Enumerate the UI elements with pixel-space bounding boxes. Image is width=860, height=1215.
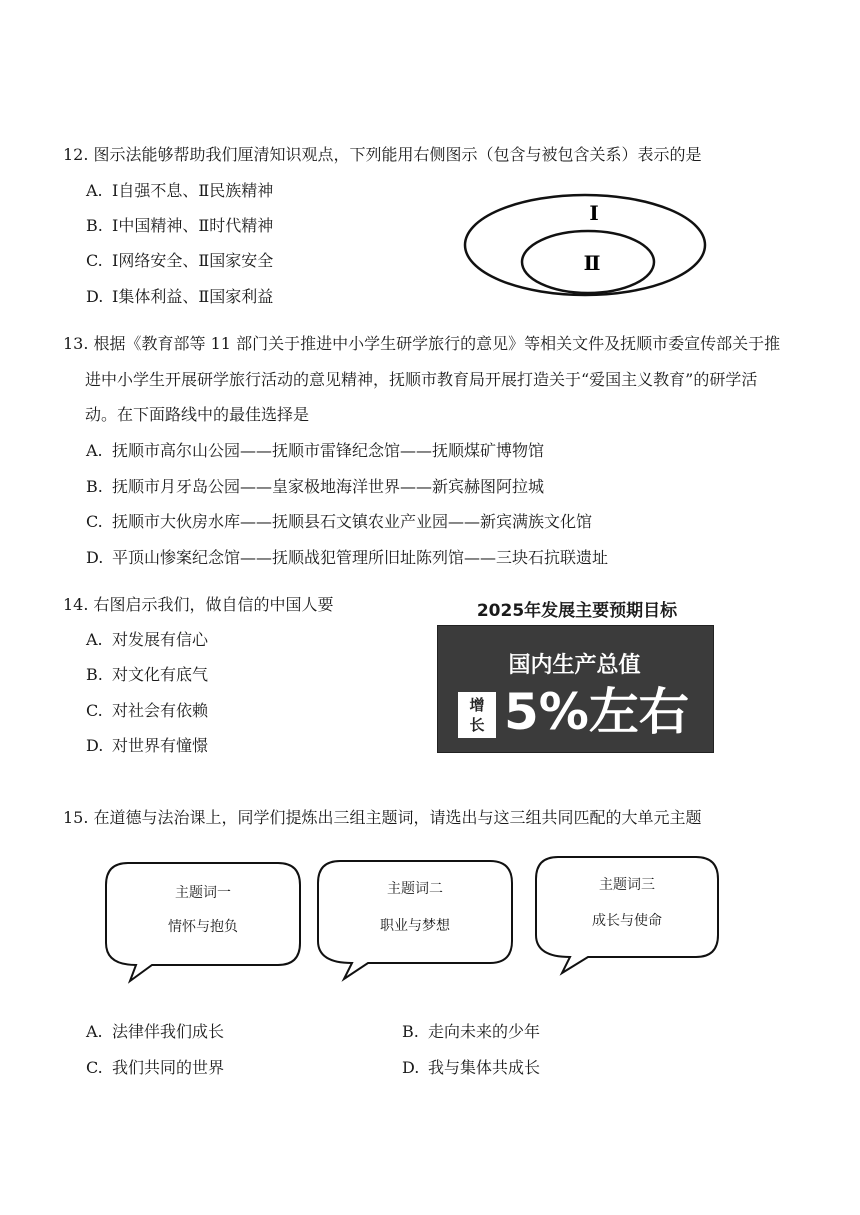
option-label: B.: [86, 216, 103, 235]
option-text: Ⅰ集体利益、Ⅱ国家利益: [112, 287, 274, 306]
option-label: B.: [402, 1022, 419, 1041]
bubble-2-text: 职业与梦想: [380, 918, 450, 934]
q12-option-c[interactable]: [86, 248, 273, 271]
q12-option-a[interactable]: [86, 178, 273, 201]
option-label: A.: [86, 1022, 103, 1041]
q14-option-b[interactable]: [86, 662, 208, 685]
q13-option-c[interactable]: [86, 509, 592, 532]
option-label: A.: [86, 441, 103, 460]
option-label: B.: [86, 477, 103, 496]
q13-option-a[interactable]: [86, 438, 544, 461]
option-text: 对世界有憧憬: [112, 736, 209, 755]
poster-gdp-label: 国内生产总值: [508, 653, 641, 678]
q15-option-c[interactable]: [86, 1055, 224, 1078]
option-text: 我与集体共成长: [428, 1058, 541, 1077]
option-text: 走向未来的少年: [428, 1022, 541, 1041]
q15-option-b[interactable]: [402, 1019, 540, 1042]
option-text: 对发展有信心: [112, 630, 209, 649]
option-label: A.: [86, 181, 103, 200]
q13-option-b[interactable]: [86, 474, 544, 497]
q14-option-c[interactable]: [86, 698, 208, 721]
option-text: Ⅰ自强不息、Ⅱ民族精神: [112, 181, 274, 200]
option-text: 平顶山惨案纪念馆——抚顺战犯管理所旧址陈列馆——三块石抗联遗址: [112, 548, 609, 567]
option-text: 抚顺市大伙房水库——抚顺县石文镇农业产业园——新宾满族文化馆: [112, 512, 593, 531]
question-15-stem: 15. 在道德与法治课上，同学们提炼出三组主题词，请选出与这三组共同匹配的大单元主题: [63, 808, 702, 827]
option-label: C.: [86, 701, 103, 720]
option-label: D.: [86, 736, 104, 755]
option-text: 我们共同的世界: [112, 1058, 225, 1077]
outer-label: Ⅰ: [589, 201, 599, 225]
bubble-1-title: 主题词一: [175, 885, 231, 901]
option-label: D.: [86, 548, 104, 567]
bubble-1-text: 情怀与抱负: [168, 919, 238, 935]
poster-growth-value: 5%左右: [504, 683, 689, 741]
q12-option-d[interactable]: [86, 284, 273, 307]
option-label: B.: [86, 665, 103, 684]
question-14-stem: 14. 右图启示我们，做自信的中国人要: [63, 595, 334, 614]
option-label: C.: [86, 251, 103, 270]
q14-option-a[interactable]: [86, 627, 208, 650]
q15-option-d[interactable]: [402, 1055, 540, 1078]
bubble-2-title: 主题词二: [387, 881, 443, 897]
option-label: D.: [86, 287, 104, 306]
bubble-3-text: 成长与使命: [592, 913, 662, 929]
option-label: C.: [86, 512, 103, 531]
question-13-stem-line-3: 动。在下面路线中的最佳选择是: [85, 405, 310, 424]
option-text: 抚顺市月牙岛公园——皇家极地海洋世界——新宾赫图阿拉城: [112, 477, 545, 496]
question-13-stem-line-2: 进中小学生开展研学旅行活动的意见精神，抚顺市教育局开展打造关于“爱国主义教育”的研学活: [85, 370, 758, 389]
option-label: A.: [86, 630, 103, 649]
inner-label: Ⅱ: [583, 251, 601, 275]
option-text: 对文化有底气: [112, 665, 209, 684]
q13-option-d[interactable]: [86, 545, 608, 568]
bubble-3-title: 主题词三: [599, 877, 655, 893]
option-text: 对社会有依赖: [112, 701, 209, 720]
outer-ellipse: [465, 195, 705, 295]
badge-top-char: 增: [469, 696, 485, 714]
question-13-stem-line-1: 13. 根据《教育部等 11 部门关于推进中小学生研学旅行的意见》等相关文件及抚顺市委宣传部关于推: [63, 334, 781, 353]
option-label: C.: [86, 1058, 103, 1077]
q14-option-d[interactable]: [86, 733, 208, 756]
poster-growth-badge: [458, 692, 496, 738]
badge-bottom-char: 长: [469, 716, 485, 734]
question-12-stem: 12. 图示法能够帮助我们厘清知识观点，下列能用右侧图示（包含与被包含关系）表示的是: [63, 145, 702, 164]
option-label: D.: [402, 1058, 420, 1077]
poster-title: 2025年发展主要预期目标: [476, 601, 678, 621]
option-text: 抚顺市高尔山公园——抚顺市雷锋纪念馆——抚顺煤矿博物馆: [112, 441, 545, 460]
q12-option-b[interactable]: [86, 213, 273, 236]
option-text: 法律伴我们成长: [112, 1022, 225, 1041]
option-text: Ⅰ中国精神、Ⅱ时代精神: [112, 216, 274, 235]
inclusion-diagram: [460, 190, 710, 300]
option-text: Ⅰ网络安全、Ⅱ国家安全: [112, 251, 274, 270]
q15-option-a[interactable]: [86, 1019, 224, 1042]
